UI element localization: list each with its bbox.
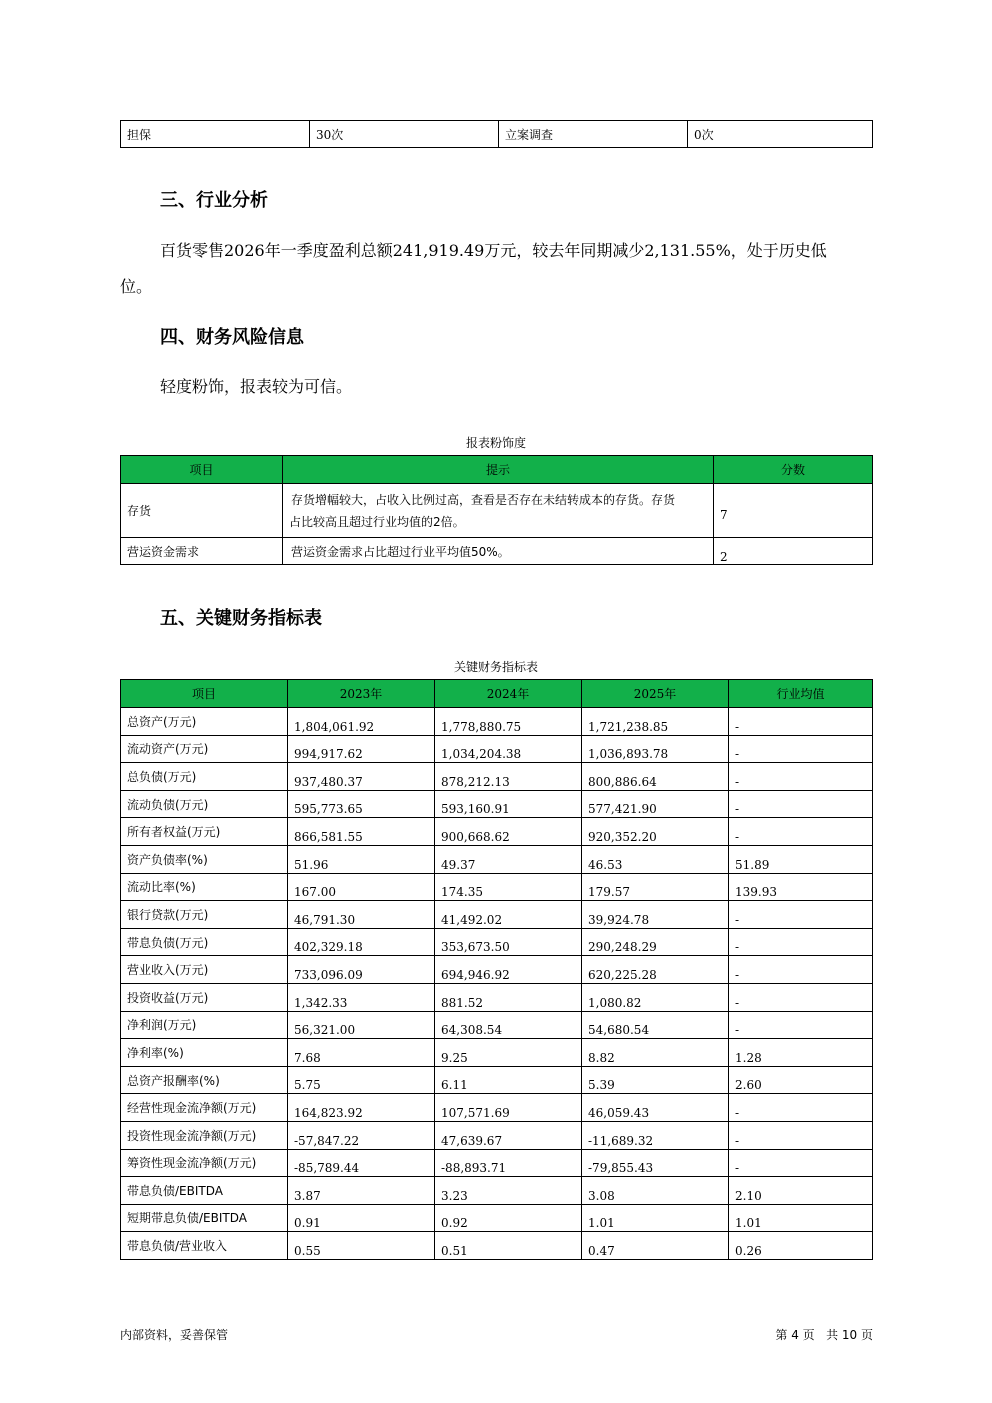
indicator-industry-avg: 139.93 bbox=[729, 873, 873, 901]
indicator-table-caption: 关键财务指标表 bbox=[453, 660, 538, 674]
indicator-value: 9.25 bbox=[435, 1039, 582, 1067]
indicator-industry-avg: - bbox=[729, 763, 873, 791]
indicator-value: 353,673.50 bbox=[435, 928, 582, 956]
indicator-value: 39,924.78 bbox=[582, 901, 729, 929]
indicator-value: 1,034,204.38 bbox=[435, 735, 582, 763]
table-row bbox=[121, 901, 873, 929]
indicator-value: 900,668.62 bbox=[435, 818, 582, 846]
indicator-value: 107,571.69 bbox=[435, 1094, 582, 1122]
indicator-industry-avg: - bbox=[729, 708, 873, 736]
whitewash-hint bbox=[283, 538, 714, 565]
whitewash-hint-line: 营运资金需求占比超过行业平均值50%。 bbox=[291, 545, 510, 559]
indicator-value: 3.87 bbox=[288, 1177, 435, 1205]
table-row bbox=[121, 818, 873, 846]
indicator-item: 流动负债(万元) bbox=[121, 790, 288, 818]
indicator-value: 0.92 bbox=[435, 1204, 582, 1232]
indicator-value: 167.00 bbox=[288, 873, 435, 901]
table-row bbox=[121, 1121, 873, 1149]
indicator-industry-avg: - bbox=[729, 818, 873, 846]
table-row bbox=[121, 1204, 873, 1232]
indicator-item: 投资收益(万元) bbox=[121, 983, 288, 1011]
indicator-header-2023: 2023年 bbox=[288, 680, 435, 708]
indicator-value: 1,721,238.85 bbox=[582, 708, 729, 736]
indicator-value: 1,036,893.78 bbox=[582, 735, 729, 763]
whitewash-hint bbox=[283, 484, 714, 538]
footer-confidential: 内部资料，妥善保管 bbox=[120, 1328, 229, 1342]
whitewash-header-hint: 提示 bbox=[283, 456, 714, 484]
indicator-value: -11,689.32 bbox=[582, 1121, 729, 1149]
indicator-industry-avg: 2.60 bbox=[729, 1066, 873, 1094]
indicator-item: 总资产(万元) bbox=[121, 708, 288, 736]
indicator-industry-avg: - bbox=[729, 983, 873, 1011]
indicator-value: 46.53 bbox=[582, 845, 729, 873]
investigation-label: 立案调查 bbox=[499, 121, 688, 148]
indicator-industry-avg: 51.89 bbox=[729, 845, 873, 873]
table-row bbox=[121, 763, 873, 791]
table-row bbox=[121, 484, 873, 538]
indicator-item: 短期带息负债/EBITDA bbox=[121, 1204, 288, 1232]
indicator-value: 7.68 bbox=[288, 1039, 435, 1067]
whitewash-score: 2 bbox=[714, 538, 873, 565]
indicator-value: 1,778,880.75 bbox=[435, 708, 582, 736]
top-info-table bbox=[120, 120, 873, 148]
section4-para: 轻度粉饰，报表较为可信。 bbox=[160, 377, 353, 396]
indicator-item: 带息负债/营业收入 bbox=[121, 1232, 288, 1260]
indicator-value: 937,480.37 bbox=[288, 763, 435, 791]
indicator-value: 620,225.28 bbox=[582, 956, 729, 984]
indicator-value: 1,080.82 bbox=[582, 983, 729, 1011]
whitewash-header-item: 项目 bbox=[121, 456, 283, 484]
whitewash-table-caption: 报表粉饰度 bbox=[465, 436, 526, 450]
indicator-header-item: 项目 bbox=[121, 680, 288, 708]
table-row bbox=[121, 1177, 873, 1205]
whitewash-item: 存货 bbox=[121, 484, 283, 538]
indicator-value: 1,804,061.92 bbox=[288, 708, 435, 736]
indicator-industry-avg: - bbox=[729, 735, 873, 763]
indicator-value: 46,059.43 bbox=[582, 1094, 729, 1122]
guarantee-label: 担保 bbox=[121, 121, 310, 148]
indicator-value: 920,352.20 bbox=[582, 818, 729, 846]
indicator-value: 577,421.90 bbox=[582, 790, 729, 818]
indicator-value: 6.11 bbox=[435, 1066, 582, 1094]
indicator-value: 64,308.54 bbox=[435, 1011, 582, 1039]
indicator-industry-avg: - bbox=[729, 901, 873, 929]
whitewash-hint-line: 存货增幅较大，占收入比例过高，查看是否存在未结转成本的存货。存货 bbox=[291, 492, 676, 507]
section4-heading: 四、财务风险信息 bbox=[160, 327, 304, 348]
indicator-value: 3.23 bbox=[435, 1177, 582, 1205]
section3-para-line1: 百货零售2026年一季度盈利总额241,919.49万元，较去年同期减少2,131.55%，处于历史低 bbox=[160, 241, 827, 260]
indicator-value: 49.37 bbox=[435, 845, 582, 873]
indicator-value: 878,212.13 bbox=[435, 763, 582, 791]
indicator-item: 净利率(%) bbox=[121, 1039, 288, 1067]
section5-heading: 五、关键财务指标表 bbox=[160, 608, 322, 629]
table-row bbox=[121, 983, 873, 1011]
indicator-item: 总资产报酬率(%) bbox=[121, 1066, 288, 1094]
section3-para-line2: 位。 bbox=[120, 277, 153, 296]
table-row bbox=[121, 1039, 873, 1067]
indicator-value: 0.51 bbox=[435, 1232, 582, 1260]
whitewash-hint-line: 占比较高且超过行业均值的2倍。 bbox=[289, 514, 465, 529]
footer-page-number: 第 4 页 共 10 页 bbox=[775, 1328, 873, 1342]
indicator-value: 881.52 bbox=[435, 983, 582, 1011]
indicator-industry-avg: - bbox=[729, 1011, 873, 1039]
indicator-header-industry-avg: 行业均值 bbox=[729, 680, 873, 708]
indicator-value: 179.57 bbox=[582, 873, 729, 901]
indicator-value: -85,789.44 bbox=[288, 1149, 435, 1177]
indicator-value: 0.91 bbox=[288, 1204, 435, 1232]
indicator-item: 带息负债/EBITDA bbox=[121, 1177, 288, 1205]
guarantee-count: 30次 bbox=[310, 121, 499, 148]
indicator-industry-avg: 1.01 bbox=[729, 1204, 873, 1232]
indicator-value: 5.39 bbox=[582, 1066, 729, 1094]
indicator-value: 994,917.62 bbox=[288, 735, 435, 763]
table-row bbox=[121, 708, 873, 736]
table-row bbox=[121, 790, 873, 818]
indicator-value: 47,639.67 bbox=[435, 1121, 582, 1149]
indicator-value: 174.35 bbox=[435, 873, 582, 901]
indicator-value: 164,823.92 bbox=[288, 1094, 435, 1122]
indicator-value: 46,791.30 bbox=[288, 901, 435, 929]
indicator-value: 1.01 bbox=[582, 1204, 729, 1232]
indicator-header-2024: 2024年 bbox=[435, 680, 582, 708]
indicator-value: 0.55 bbox=[288, 1232, 435, 1260]
indicator-value: 51.96 bbox=[288, 845, 435, 873]
table-row bbox=[121, 538, 873, 565]
indicator-value: 800,886.64 bbox=[582, 763, 729, 791]
indicator-industry-avg: - bbox=[729, 1149, 873, 1177]
indicator-value: 0.47 bbox=[582, 1232, 729, 1260]
table-row bbox=[121, 873, 873, 901]
table-row bbox=[121, 1066, 873, 1094]
table-row bbox=[121, 1094, 873, 1122]
indicator-value: 733,096.09 bbox=[288, 956, 435, 984]
indicator-value: 5.75 bbox=[288, 1066, 435, 1094]
indicator-industry-avg: - bbox=[729, 1094, 873, 1122]
indicator-value: 402,329.18 bbox=[288, 928, 435, 956]
investigation-count: 0次 bbox=[688, 121, 873, 148]
indicator-value: 866,581.55 bbox=[288, 818, 435, 846]
section3-heading: 三、行业分析 bbox=[160, 190, 268, 211]
table-row bbox=[121, 1149, 873, 1177]
indicator-industry-avg: - bbox=[729, 956, 873, 984]
indicator-industry-avg: - bbox=[729, 928, 873, 956]
indicator-industry-avg: 2.10 bbox=[729, 1177, 873, 1205]
whitewash-item: 营运资金需求 bbox=[121, 538, 283, 565]
indicator-item: 银行贷款(万元) bbox=[121, 901, 288, 929]
table-row bbox=[121, 735, 873, 763]
whitewash-score: 7 bbox=[714, 484, 873, 538]
indicator-value: -88,893.71 bbox=[435, 1149, 582, 1177]
indicator-item: 筹资性现金流净额(万元) bbox=[121, 1149, 288, 1177]
indicator-value: -79,855.43 bbox=[582, 1149, 729, 1177]
indicator-item: 投资性现金流净额(万元) bbox=[121, 1121, 288, 1149]
indicator-value: -57,847.22 bbox=[288, 1121, 435, 1149]
indicator-value: 694,946.92 bbox=[435, 956, 582, 984]
indicator-item: 经营性现金流净额(万元) bbox=[121, 1094, 288, 1122]
indicator-value: 41,492.02 bbox=[435, 901, 582, 929]
whitewash-header-score: 分数 bbox=[714, 456, 873, 484]
indicator-item: 所有者权益(万元) bbox=[121, 818, 288, 846]
table-row bbox=[121, 956, 873, 984]
indicator-industry-avg: 0.26 bbox=[729, 1232, 873, 1260]
whitewash-table bbox=[120, 455, 873, 565]
indicator-industry-avg: - bbox=[729, 790, 873, 818]
indicator-value: 8.82 bbox=[582, 1039, 729, 1067]
indicator-industry-avg: - bbox=[729, 1121, 873, 1149]
indicator-item: 资产负债率(%) bbox=[121, 845, 288, 873]
table-row bbox=[121, 928, 873, 956]
indicator-value: 1,342.33 bbox=[288, 983, 435, 1011]
table-row bbox=[121, 1232, 873, 1260]
table-row bbox=[121, 845, 873, 873]
indicator-header-2025: 2025年 bbox=[582, 680, 729, 708]
indicator-item: 营业收入(万元) bbox=[121, 956, 288, 984]
indicator-item: 总负债(万元) bbox=[121, 763, 288, 791]
indicator-item: 带息负债(万元) bbox=[121, 928, 288, 956]
indicator-value: 593,160.91 bbox=[435, 790, 582, 818]
indicator-table bbox=[120, 679, 873, 1260]
indicator-value: 3.08 bbox=[582, 1177, 729, 1205]
indicator-industry-avg: 1.28 bbox=[729, 1039, 873, 1067]
indicator-value: 290,248.29 bbox=[582, 928, 729, 956]
indicator-item: 流动比率(%) bbox=[121, 873, 288, 901]
indicator-value: 56,321.00 bbox=[288, 1011, 435, 1039]
indicator-value: 595,773.65 bbox=[288, 790, 435, 818]
indicator-value: 54,680.54 bbox=[582, 1011, 729, 1039]
indicator-item: 净利润(万元) bbox=[121, 1011, 288, 1039]
table-row bbox=[121, 1011, 873, 1039]
indicator-item: 流动资产(万元) bbox=[121, 735, 288, 763]
